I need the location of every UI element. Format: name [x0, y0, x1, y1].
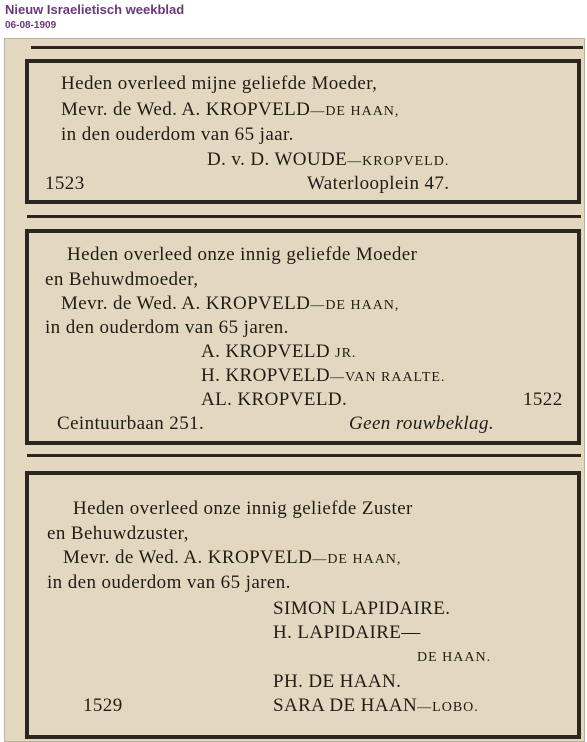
- notice-3-line-3: [63, 547, 401, 571]
- notice-2-signer-2-text: H. KROPVELD: [201, 365, 330, 386]
- page-header: [0, 0, 587, 38]
- notice-3-line-2: en Behuwdzuster,: [47, 523, 189, 544]
- notice-1-line-3: in den ouderdom van 65 jaar.: [61, 124, 294, 145]
- notice-3-number: 1529: [83, 695, 123, 716]
- notice-2-line-3-smallcaps: —DE HAAN,: [310, 298, 400, 313]
- publication-date: 06-08-1909: [5, 20, 57, 31]
- notice-2-address: Ceintuurbaan 251.: [57, 413, 205, 434]
- notice-1-line-2-text: Mevr. de Wed. A. KROPVELD: [61, 99, 311, 120]
- notice-3-line-3-text: Mevr. de Wed. A. KROPVELD: [63, 547, 313, 568]
- publication-title: Nieuw Israelietisch weekblad: [5, 2, 185, 17]
- notice-2-signer-2: [201, 365, 445, 389]
- notice-1-line-2-smallcaps: —DE HAAN,: [310, 104, 400, 119]
- notice-2-line-3-text: Mevr. de Wed. A. KROPVELD: [61, 293, 311, 314]
- notice-2-signer-2-smallcaps: —VAN RAALTE.: [329, 370, 446, 385]
- notice-3-signer-1: SIMON LAPIDAIRE.: [273, 598, 451, 619]
- notice-2-line-2: en Behuwdmoeder,: [45, 269, 199, 290]
- notice-3-signer-4-smallcaps: —LOBO.: [417, 700, 479, 715]
- notice-2-signer-3: AL. KROPVELD.: [201, 389, 348, 410]
- divider-rule: [27, 215, 581, 218]
- divider-rule: [31, 46, 583, 49]
- notice-3-signer-3: PH. DE HAAN.: [273, 671, 402, 692]
- notice-2-line-4: in den ouderdom van 65 jaren.: [45, 317, 289, 338]
- notice-1-line-2: [61, 99, 399, 123]
- notice-3-line-3-smallcaps: —DE HAAN,: [312, 552, 402, 567]
- notice-2-number: 1522: [523, 389, 563, 410]
- notice-1-signer-smallcaps: —KROPVELD.: [347, 154, 450, 169]
- newspaper-clipping: [4, 38, 585, 742]
- divider-rule: [27, 454, 581, 457]
- notice-1-line-4: [207, 149, 449, 173]
- notice-3-line-1: Heden overleed onze innig geliefde Zuster: [73, 498, 413, 519]
- notice-2-line-3: [61, 293, 399, 317]
- notice-1-signer-text: D. v. D. WOUDE: [207, 149, 348, 170]
- notice-3-signer-4-text: SARA DE HAAN: [273, 695, 418, 716]
- notice-3-signer-2-cont: DE HAAN.: [417, 650, 492, 665]
- notice-3-signer-4: [273, 695, 479, 719]
- notice-2-line-1: Heden overleed onze innig geliefde Moeder: [67, 244, 418, 265]
- notice-2-signer-1: [201, 341, 356, 365]
- notice-1-line-1: Heden overleed mijne geliefde Moeder,: [61, 73, 378, 94]
- notice-1-address: Waterlooplein 47.: [307, 173, 450, 194]
- notice-1-number: 1523: [45, 173, 85, 194]
- notice-3-signer-2: H. LAPIDAIRE—: [273, 622, 421, 643]
- notice-2-signer-1-smallcaps: JR.: [335, 346, 357, 361]
- notice-2-note: Geen rouwbeklag.: [349, 413, 494, 434]
- notice-3-line-4: in den ouderdom van 65 jaren.: [47, 572, 291, 593]
- notice-2-signer-1-text: A. KROPVELD: [201, 341, 330, 362]
